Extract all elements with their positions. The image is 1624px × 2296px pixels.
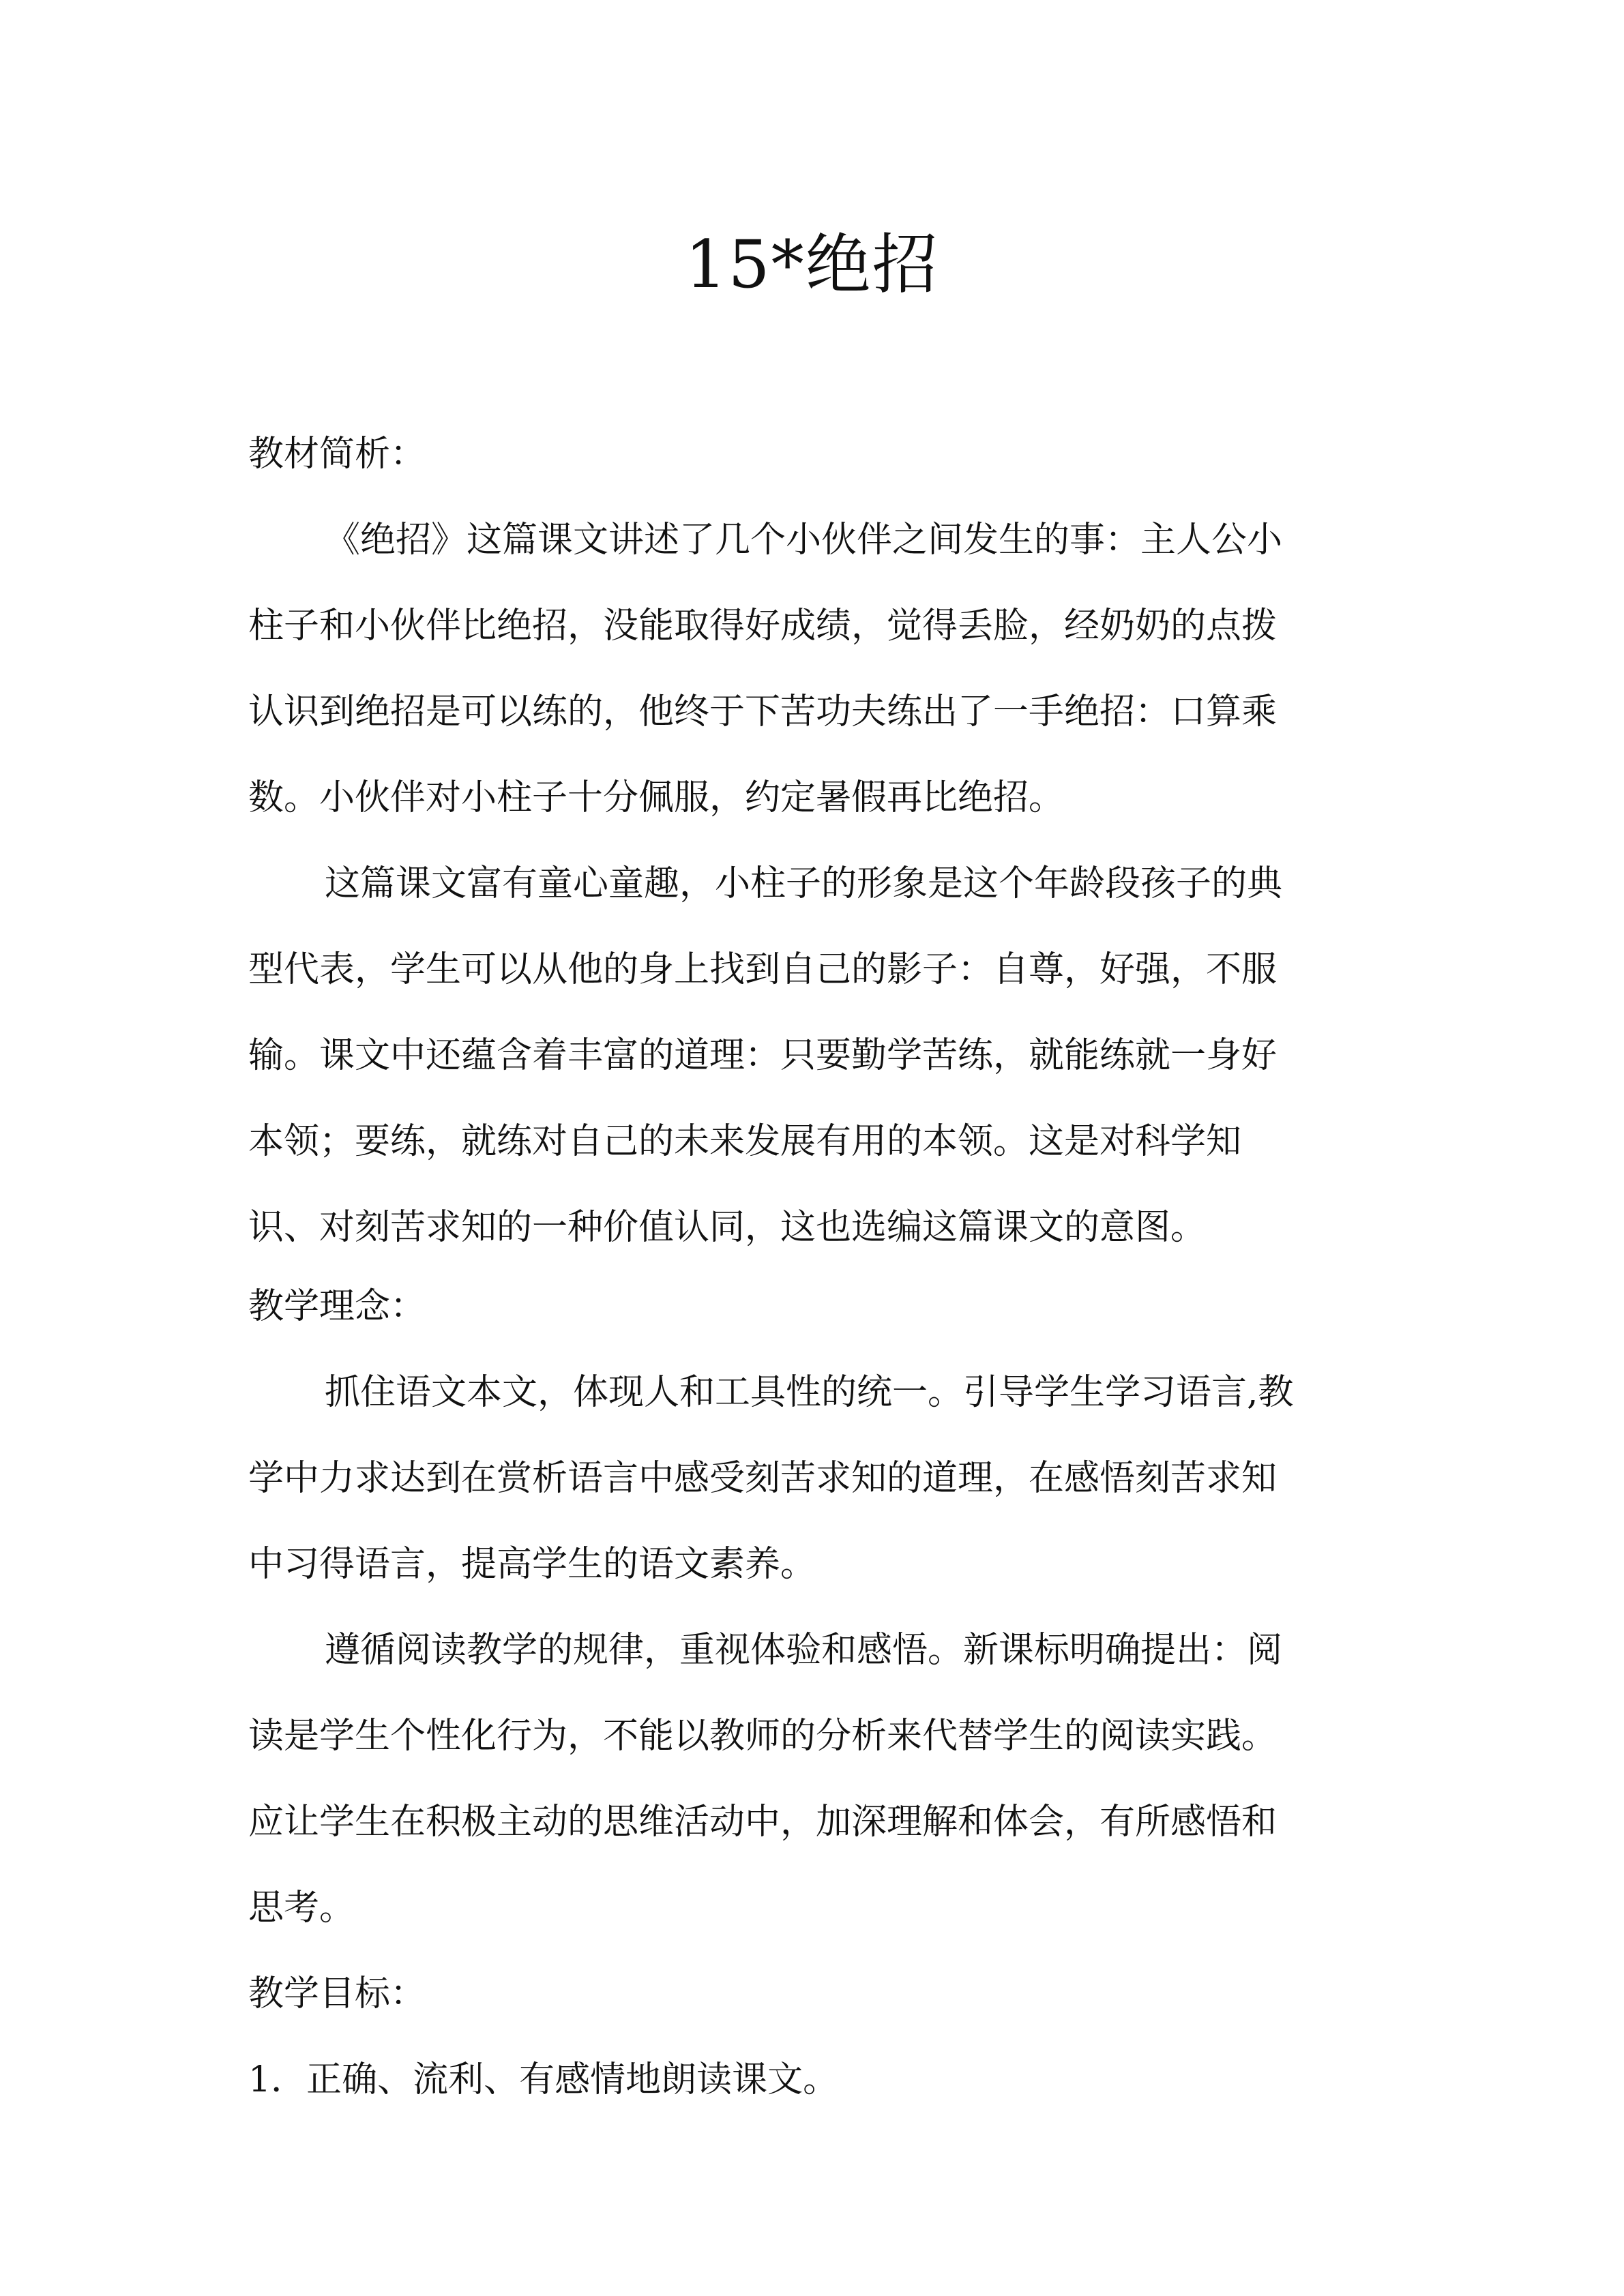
section-heading-materials: 教材简析： xyxy=(248,434,426,475)
paragraph-line: 学中力求达到在赏析语言中感受刻苦求知的道理，在感悟刻苦求知 xyxy=(248,1458,1278,1499)
paragraph-line: 应让学生在积极主动的思维活动中，加深理解和体会，有所感悟和 xyxy=(248,1802,1278,1843)
paragraph-line: 中习得语言，提高学生的语文素养。 xyxy=(248,1544,816,1585)
paragraph-line: 思考。 xyxy=(248,1888,355,1928)
paragraph-line: 《绝招》这篇课文讲述了几个小伙伴之间发生的事：主人公小 xyxy=(325,520,1283,561)
goal-item: 1．正确、流利、有感情地朗读课文。 xyxy=(248,2059,839,2100)
section-heading-goals: 教学目标： xyxy=(248,1973,426,2014)
paragraph-line: 型代表，学生可以从他的身上找到自己的影子：自尊，好强，不服 xyxy=(248,949,1278,990)
paragraph-line: 柱子和小伙伴比绝招，没能取得好成绩，觉得丢脸，经奶奶的点拨 xyxy=(248,606,1278,646)
paragraph-line: 输。课文中还蕴含着丰富的道理：只要勤学苦练，就能练就一身好 xyxy=(248,1035,1278,1076)
paragraph-line: 这篇课文富有童心童趣，小柱子的形象是这个年龄段孩子的典 xyxy=(325,863,1283,904)
paragraph-line: 遵循阅读教学的规律，重视体验和感悟。新课标明确提出：阅 xyxy=(325,1630,1283,1671)
paragraph-line: 抓住语文本文，体现人和工具性的统一。引导学生学习语言,教 xyxy=(325,1372,1294,1413)
paragraph-line: 数。小伙伴对小柱子十分佩服，约定暑假再比绝招。 xyxy=(248,777,1065,818)
paragraph-line: 本领；要练，就练对自己的未来发展有用的本领。这是对科学知 xyxy=(248,1121,1242,1162)
document-title: 15*绝招 xyxy=(685,226,939,303)
paragraph-line: 认识到绝招是可以练的，他终于下苦功夫练出了一手绝招：口算乘 xyxy=(248,691,1278,732)
paragraph-line: 识、对刻苦求知的一种价值认同，这也选编这篇课文的意图。 xyxy=(248,1207,1207,1248)
section-heading-philosophy: 教学理念： xyxy=(248,1286,426,1327)
paragraph-line: 读是学生个性化行为，不能以教师的分析来代替学生的阅读实践。 xyxy=(248,1716,1278,1757)
